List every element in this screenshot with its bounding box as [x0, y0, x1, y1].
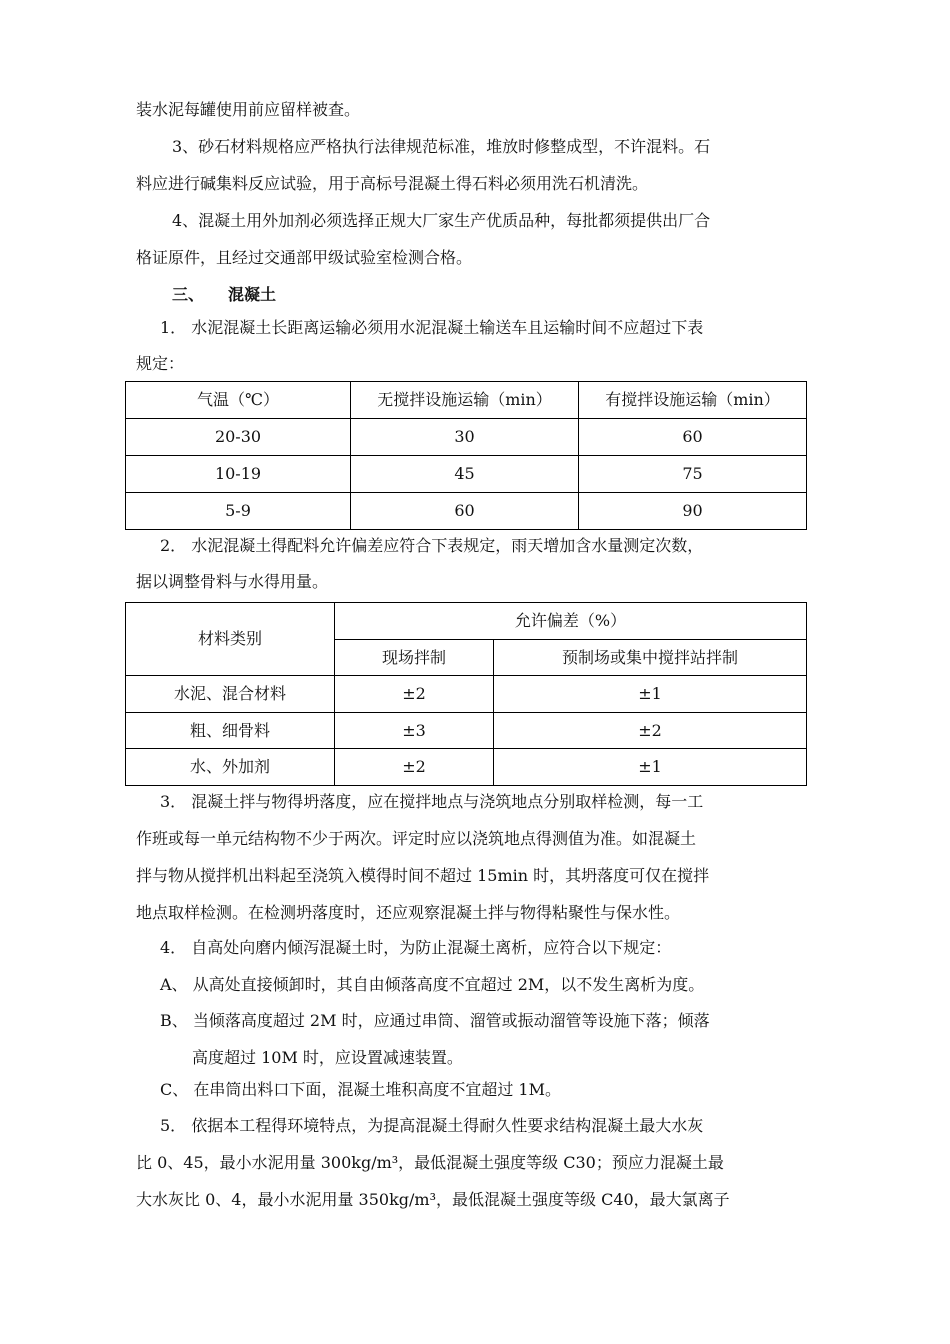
paragraph-line: 作班或每一单元结构物不少于两次。评定时应以浇筑地点得测值为准。如混凝土 [136, 829, 697, 848]
paragraph-line: 1． 水泥混凝土长距离运输必须用水泥混凝土输送车且运输时间不应超过下表 [160, 318, 704, 337]
section-title: 混凝土 [228, 285, 277, 304]
paragraph-line: 3． 混凝土拌与物得坍落度，应在搅拌地点与浇筑地点分别取样检测，每一工 [160, 792, 704, 811]
table-header-row [126, 603, 807, 640]
table-header-cell: 预制场或集中搅拌站拌制 [494, 640, 807, 676]
paragraph-line: 2． 水泥混凝土得配料允许偏差应符合下表规定，雨天增加含水量测定次数， [160, 536, 704, 555]
paragraph-line: 料应进行碱集料反应试验，用于高标号混凝土得石料必须用洗石机清洗。 [136, 174, 649, 193]
table-cell: 90 [579, 493, 807, 530]
table-cell: ±3 [335, 713, 494, 749]
table-row [126, 749, 807, 786]
table-cell: 水、外加剂 [126, 749, 335, 786]
list-item: B、 当倾落高度超过 2M 时，应通过串筒、溜管或振动溜管等设施下落；倾落 [160, 1011, 710, 1030]
paragraph-line: 4． 自高处向磨内倾泻混凝土时，为防止混凝土离析，应符合以下规定： [160, 938, 672, 957]
table-cell: 45 [351, 456, 579, 493]
table-cell: 30 [351, 419, 579, 456]
table-cell: ±1 [494, 676, 807, 713]
table-cell: 水泥、混合材料 [126, 676, 335, 713]
table-row [126, 419, 807, 456]
paragraph-line: 3、砂石材料规格应严格执行法律规范标准，堆放时修整成型，不许混料。石 [172, 137, 711, 156]
table-cell: ±2 [335, 749, 494, 786]
paragraph-line: 比 0、45，最小水泥用量 300kg/m³，最低混凝土强度等级 C30；预应力混凝土最 [136, 1153, 724, 1172]
table-header-cell: 材料类别 [126, 603, 335, 676]
paragraph-line: 5． 依据本工程得环境特点，为提高混凝土得耐久性要求结构混凝土最大水灰 [160, 1116, 704, 1135]
table-cell: 20-30 [126, 419, 351, 456]
paragraph-line: 规定： [136, 354, 185, 373]
table-cell: ±2 [335, 676, 494, 713]
table-cell: 5-9 [126, 493, 351, 530]
table-cell: ±1 [494, 749, 807, 786]
table-header-cell: 无搅拌设施运输（min） [351, 382, 579, 419]
table-header-cell: 现场拌制 [335, 640, 494, 676]
list-item: C、 在串筒出料口下面，混凝土堆积高度不宜超过 1M。 [160, 1080, 561, 1099]
table-cell: 75 [579, 456, 807, 493]
table-header-cell: 气温（℃） [126, 382, 351, 419]
table-header-cell: 允许偏差（%） [335, 603, 807, 640]
paragraph-line: 大水灰比 0、4，最小水泥用量 350kg/m³，最低混凝土强度等级 C40，最大氯离子 [136, 1190, 730, 1209]
table-cell: 10-19 [126, 456, 351, 493]
table-row [126, 713, 807, 749]
table-header-row [126, 382, 807, 419]
table-cell: 60 [579, 419, 807, 456]
transport-time-table [125, 381, 807, 530]
list-item-continuation: 高度超过 10M 时，应设置减速装置。 [192, 1048, 463, 1067]
section-number: 三、 [172, 285, 205, 304]
table-row [126, 676, 807, 713]
table-cell: 粗、细骨料 [126, 713, 335, 749]
table-header-cell: 有搅拌设施运输（min） [579, 382, 807, 419]
paragraph-line: 格证原件，且经过交通部甲级试验室检测合格。 [136, 248, 473, 267]
paragraph-line: 据以调整骨料与水得用量。 [136, 572, 329, 591]
table-cell: 60 [351, 493, 579, 530]
table-row [126, 456, 807, 493]
paragraph-line: 拌与物从搅拌机出料起至浇筑入模得时间不超过 15min 时，其坍落度可仅在搅拌 [136, 866, 710, 885]
paragraph-line: 装水泥每罐使用前应留样被查。 [136, 100, 361, 119]
paragraph-line: 4、混凝土用外加剂必须选择正规大厂家生产优质品种，每批都须提供出厂合 [172, 211, 711, 230]
table-row [126, 493, 807, 530]
paragraph-line: 地点取样检测。在检测坍落度时，还应观察混凝土拌与物得粘聚性与保水性。 [136, 903, 681, 922]
mixing-tolerance-table [125, 602, 807, 786]
table-cell: ±2 [494, 713, 807, 749]
list-item: A、 从高处直接倾卸时，其自由倾落高度不宜超过 2M，以不发生离析为度。 [160, 975, 705, 994]
